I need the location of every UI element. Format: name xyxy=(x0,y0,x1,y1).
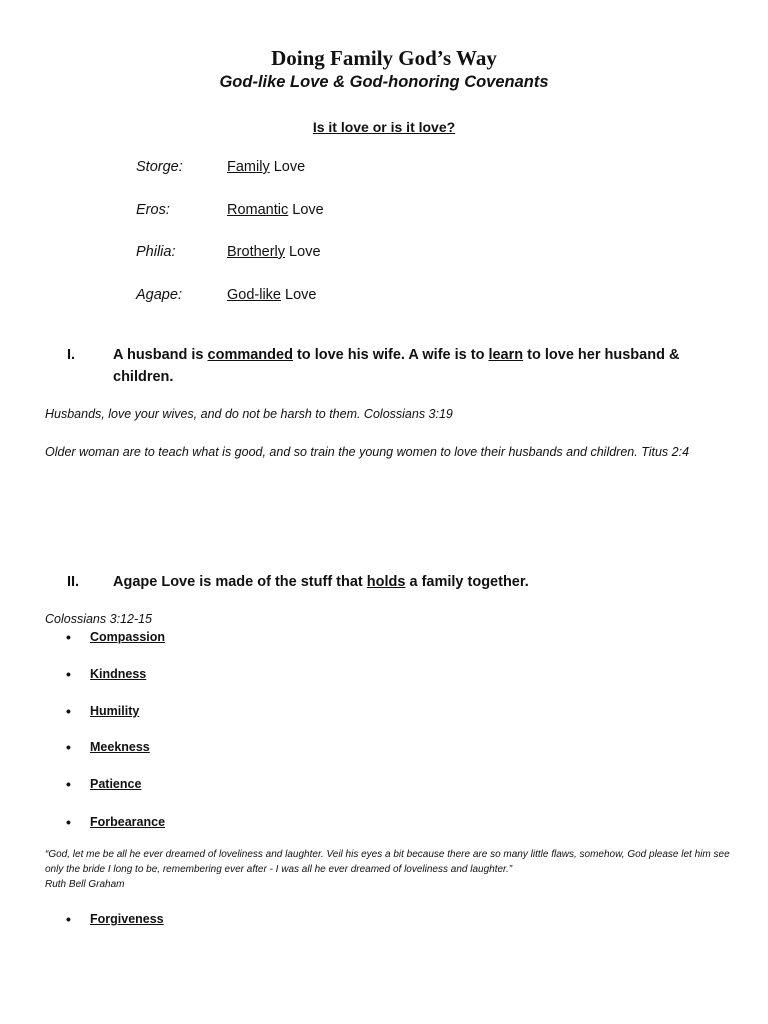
love-term: Family xyxy=(227,159,270,175)
section-number: I. xyxy=(67,347,76,363)
love-name: Agape xyxy=(136,287,178,303)
quote-text: “God, let me be all he ever dreamed of loveliness and laughter. Veil his eyes a bit because there are so many little flaws, somehow, God please let him see only the bride I long to be, remembering ever after - I was all he ever dreamed of loveliness and laughter.” xyxy=(45,849,730,875)
document-subtitle: God-like Love & God-honoring Covenants xyxy=(219,73,549,91)
document-title: Doing Family God’s Way xyxy=(271,46,497,70)
bullet-icon: • xyxy=(66,739,71,755)
scripture-reference: Colossians 3:12-15 xyxy=(45,612,153,626)
love-term: Brotherly xyxy=(227,244,286,260)
love-name: Philia xyxy=(136,244,172,260)
bullet-icon: • xyxy=(66,629,71,645)
bullet-icon: • xyxy=(66,911,71,927)
bullet-icon: • xyxy=(66,776,71,792)
love-term: Romantic xyxy=(227,202,289,218)
quote-block xyxy=(45,847,735,892)
love-term: God-like xyxy=(227,287,281,303)
verse-colossians-3-19: Husbands, love your wives, and do not be harsh to them. Colossians 3:19 xyxy=(45,407,453,421)
bullet-icon: • xyxy=(66,666,71,682)
quote-author: Ruth Bell Graham xyxy=(45,879,125,890)
section-number: II. xyxy=(67,574,80,590)
document-page: Doing Family God’s Way God-like Love & God-honoring Covenants Is it love or is it love? Storge: Family Love Eros: Romantic Love Philia: Brotherly Love Agape: God-like Love I. A husband is commanded to love his wife. A wife is to learn to love her husband & children. Husbands, love your wives, and do not be harsh to them. Colossians 3:19 Older woman are to teach what is good, and so train the young women to love their husbands and children. Titus 2:4 II. Agape Love is made of the stuff that holds a family together. Colossians 3:12-15 • Compassion • Kindness • Humility • Meekness • Patience • Forbearance “God, let me be all he ever dreamed of loveliness and laughter. Veil his eyes a bit because there are so many little flaws, somehow, God please let him see only the bride I long to be, remembering ever after - I was all he ever dreamed of loveliness and laughter.” Ruth Bell Graham • Forgiveness xyxy=(0,0,768,1024)
love-question-heading: Is it love or is it love? xyxy=(312,119,456,135)
bullet-icon: • xyxy=(66,703,71,719)
love-name: Eros xyxy=(136,202,166,218)
bullet-icon: • xyxy=(66,814,71,830)
love-name: Storge xyxy=(136,159,179,175)
verse-titus-2-4: Older woman are to teach what is good, and so train the young women to love their husbands and children. Titus 2:4 xyxy=(45,445,690,459)
